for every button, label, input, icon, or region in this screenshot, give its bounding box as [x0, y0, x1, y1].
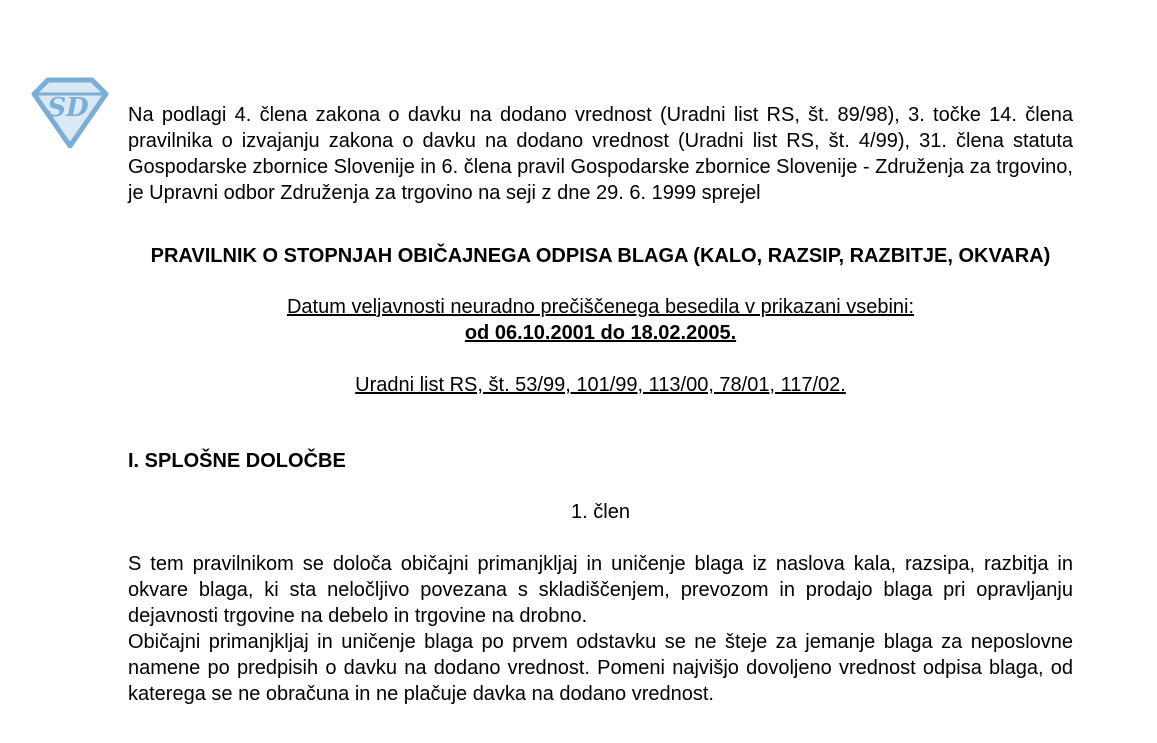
paragraph-2: Običajni primanjkljaj in uničenje blaga po prvem odstavku se ne šteje za jemanje blaga za neposlovne namene po predpisih o davku na dodano vrednost. Pomeni najvišjo dovoljeno vrednost odpisa blaga, od katerega se ne obračuna in ne plačuje davka na dodano vrednost.: [128, 631, 1073, 705]
document-page: [128, 102, 1073, 707]
paragraph-1: S tem pravilnikom se določa običajni primanjkljaj in uničenje blaga iz naslova kala, razsipa, razbitja in okvare blaga, ki sta neločljivo povezana s skladiščenjem, prevozom in prodajo blaga pri opravljanju dejavnosti trgovine na debelo in trgovine na drobno.: [128, 553, 1073, 627]
validity-label: Datum veljavnosti neuradno prečiščenega besedila v prikazani vsebini:: [286, 296, 915, 318]
chamber-logo: [26, 76, 112, 148]
gazette-references: [128, 372, 1073, 398]
intro-paragraph: Na podlagi 4. člena zakona o davku na dodano vrednost (Uradni list RS, št. 89/98), 3. točke 14. člena pravilnika o izvajanju zakona o davku na dodano vrednost (Uradni list RS, št. 4/99), 31. člena statuta Gospodarske zbornice Slovenije in 6. člena pravil Gospodarske zbornice Slovenije - Združenja za trgovino, je Upravni odbor Združenja za trgovino na seji z dne 29. 6. 1999 sprejel: [128, 104, 1073, 204]
validity-range: od 06.10.2001 do 18.02.2005.: [464, 322, 737, 344]
gazette-text: Uradni list RS, št. 53/99, 101/99, 113/00, 78/01, 117/02.: [355, 374, 846, 396]
validity-block: [128, 294, 1073, 346]
section-heading: I. SPLOŠNE DOLOČBE: [128, 450, 346, 472]
article-number: 1. člen: [571, 501, 630, 523]
document-title: PRAVILNIK O STOPNJAH OBIČAJNEGA ODPISA BLAGA (KALO, RAZSIP, RAZBITJE, OKVARA): [150, 245, 1051, 267]
logo-text: SD: [47, 93, 89, 123]
